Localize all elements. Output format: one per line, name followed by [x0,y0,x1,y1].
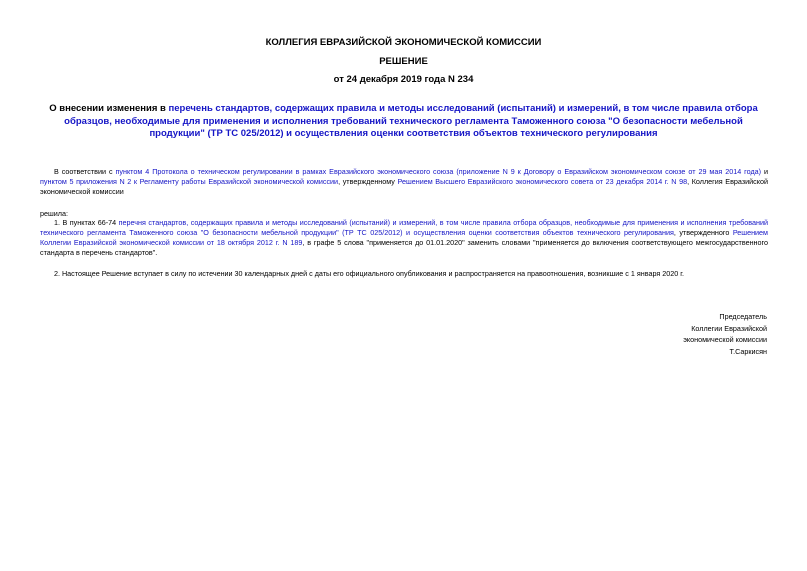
link-council-decision-98[interactable]: Решением Высшего Евразийского экономического совета от 23 декабря 2014 г. N 98 [397,177,688,186]
paragraph-basis [40,167,768,197]
link-regulation-clause-5[interactable]: пунктом 5 приложения N 2 к Регламенту работы Евразийской экономической комиссии [40,177,339,186]
paragraph-item-1 [40,218,768,258]
link-protocol-clause-4[interactable]: пунктом 4 Протокола о техническом регулировании в рамках Евразийского экономического союза (приложение N 9 к Договору о Евразийском экономическом союзе от 29 мая 2014 года) [115,167,762,176]
signature-name: Т.Саркисян [729,346,767,356]
signature-org-line-1: Коллегии Евразийской [691,323,767,333]
title-link-standards-list[interactable]: перечень стандартов, содержащих правила и методы исследований (испытаний) и измерений, в том числе правила отбора образцов, необходимые для применения и исполнения требований технического регламента Таможенного союза "О безопасности мебельной продукции" (ТР ТС 025/2012) и осуществления оценки соответствия объектов технического регулирования [64,103,758,139]
organization-heading: КОЛЛЕГИЯ ЕВРАЗИЙСКОЙ ЭКОНОМИЧЕСКОЙ КОМИССИИ [265,37,542,48]
paragraph-text: , утвержденного [673,228,733,237]
paragraph-text: , утвержденному [338,177,398,186]
signature-block [683,311,767,357]
paragraph-text: , в графе 5 слова "применяется до 01.01.2020" заменить словами "применяется до включения соответствующего межгосударственного стандарта в перечень стандартов". [40,238,768,257]
paragraph-text: и [761,167,768,176]
document-title [40,103,767,141]
signature-org-line-2: экономической комиссии [683,335,767,344]
link-board-decision-189[interactable]: Решением Коллегии Евразийской экономической комиссии от 18 октября 2012 г. N 189 [40,228,768,247]
paragraph-item-2: 2. Настоящее Решение вступает в силу по истечении 30 календарных дней с даты его официального опубликования и распространяется на правоотношения, возникшие с 1 января 2020 г. [54,269,685,278]
document-date-number: от 24 декабря 2019 года N 234 [333,74,474,85]
paragraph-text: В соответствии с [54,167,116,176]
decided-label: решила: [40,209,68,218]
link-standards-list[interactable]: перечня стандартов, содержащих правила и методы исследований (испытаний) и измерений, в том числе правила отбора образцов, необходимые для применения и исполнения требований технического регламента Таможенного союза "О безопасности мебельной продукции" (ТР ТС 025/2012) и осуществления оценки соответствия объектов технического регулирования [40,218,768,237]
paragraph-text: , Коллегия Евразийской экономической комиссии [40,177,768,196]
paragraph-text: 1. В пунктах 66-74 [54,218,119,227]
title-text: О внесении изменения в [49,103,169,114]
document-kind: РЕШЕНИЕ [379,56,428,67]
signature-title: Председатель [719,312,767,321]
